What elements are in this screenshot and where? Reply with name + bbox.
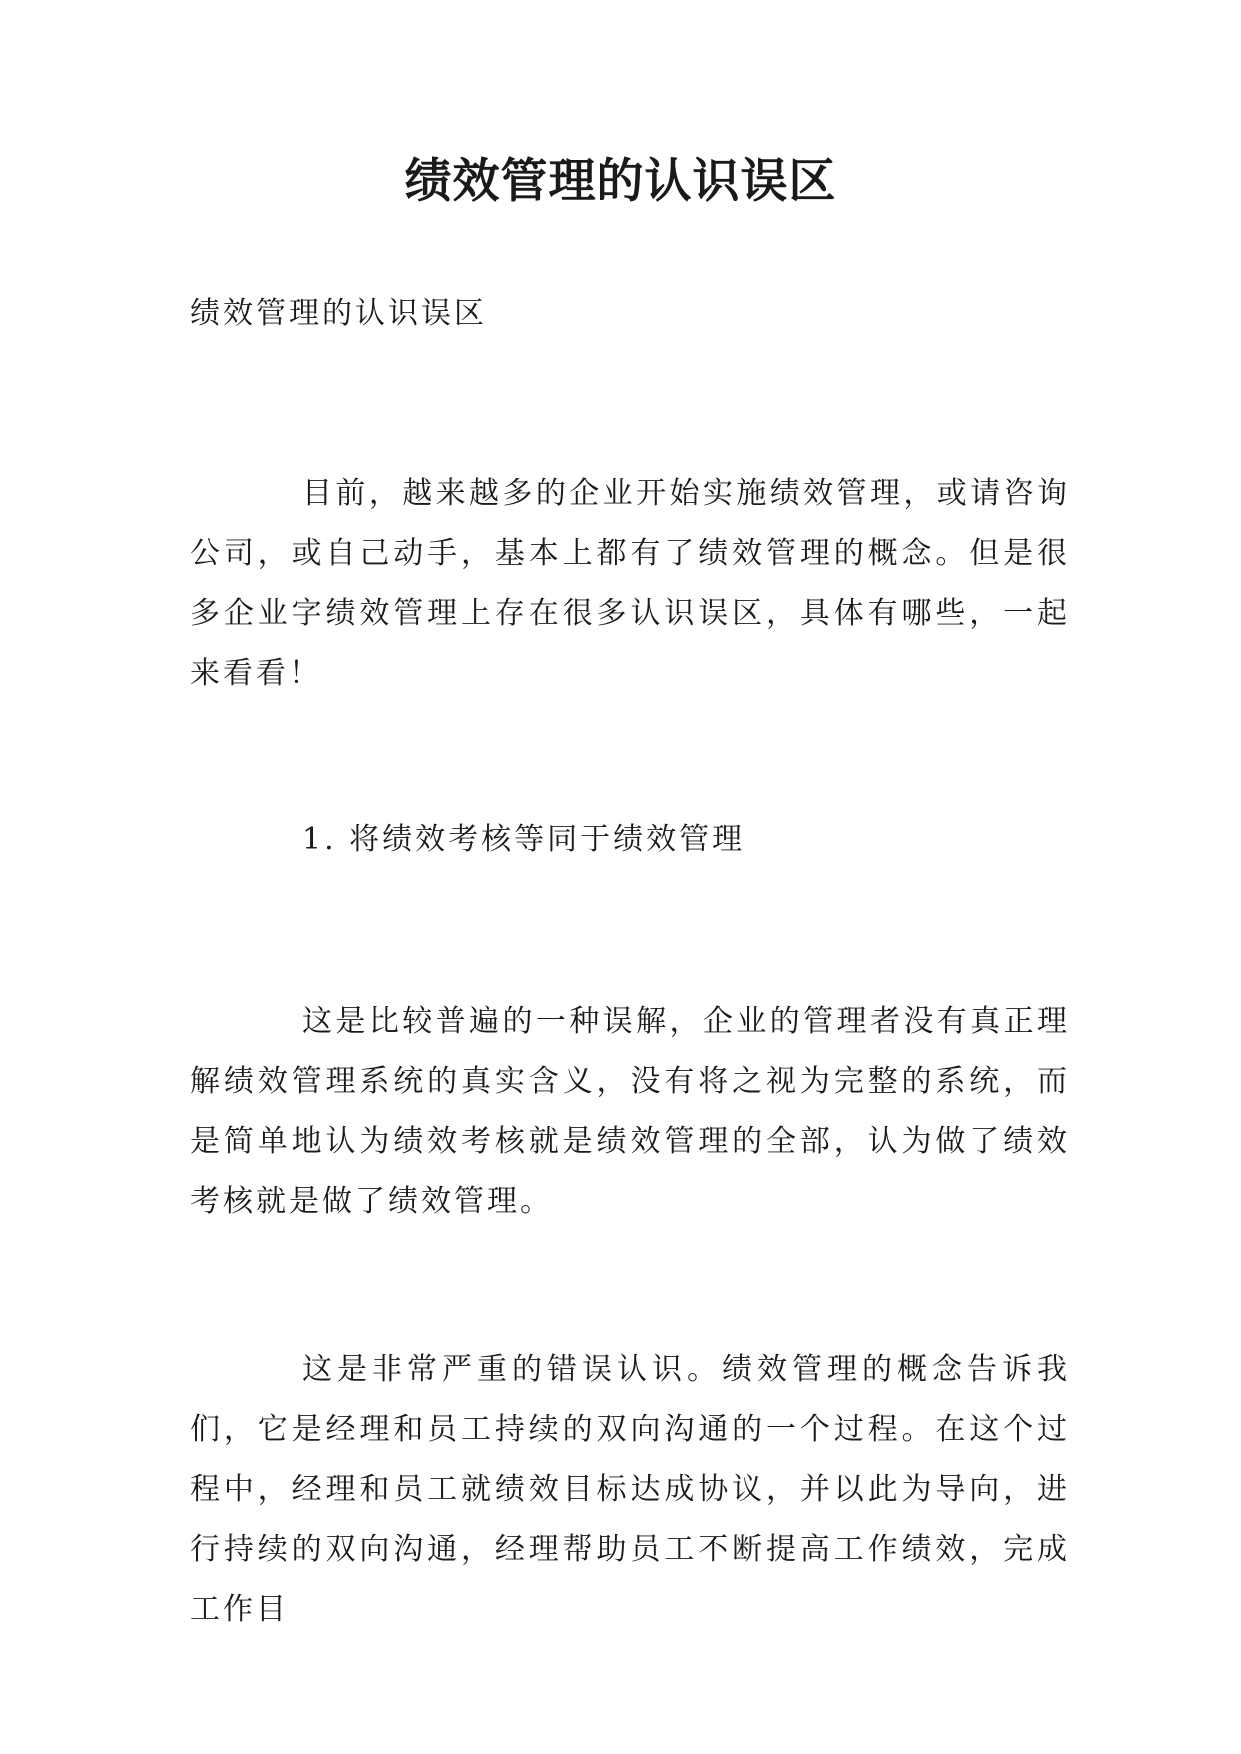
- intro-paragraph: 目前，越来越多的企业开始实施绩效管理，或请咨询公司，或自己动手，基本上都有了绩效管理的概念。但是很多企业字绩效管理上存在很多认识误区，具体有哪些，一起来看看！: [190, 476, 1070, 691]
- document-subtitle: 绩效管理的认识误区: [190, 296, 487, 331]
- body-paragraph: 这是非常严重的错误认识。绩效管理的概念告诉我们，它是经理和员工持续的双向沟通的一个过程。在这个过程中，经理和员工就绩效目标达成协议，并以此为导向，进行持续的双向沟通，经理帮助员工不断提高工作绩效，完成工作目: [190, 1352, 1070, 1627]
- document-title: 绩效管理的认识误区: [404, 154, 837, 209]
- body-paragraph: 这是比较普遍的一种误解，企业的管理者没有真正理解绩效管理系统的真实含义，没有将之视为完整的系统，而是简单地认为绩效考核就是绩效管理的全部，认为做了绩效考核就是做了绩效管理。: [190, 1004, 1070, 1219]
- section-heading-1: 1. 将绩效考核等同于绩效管理: [302, 822, 746, 857]
